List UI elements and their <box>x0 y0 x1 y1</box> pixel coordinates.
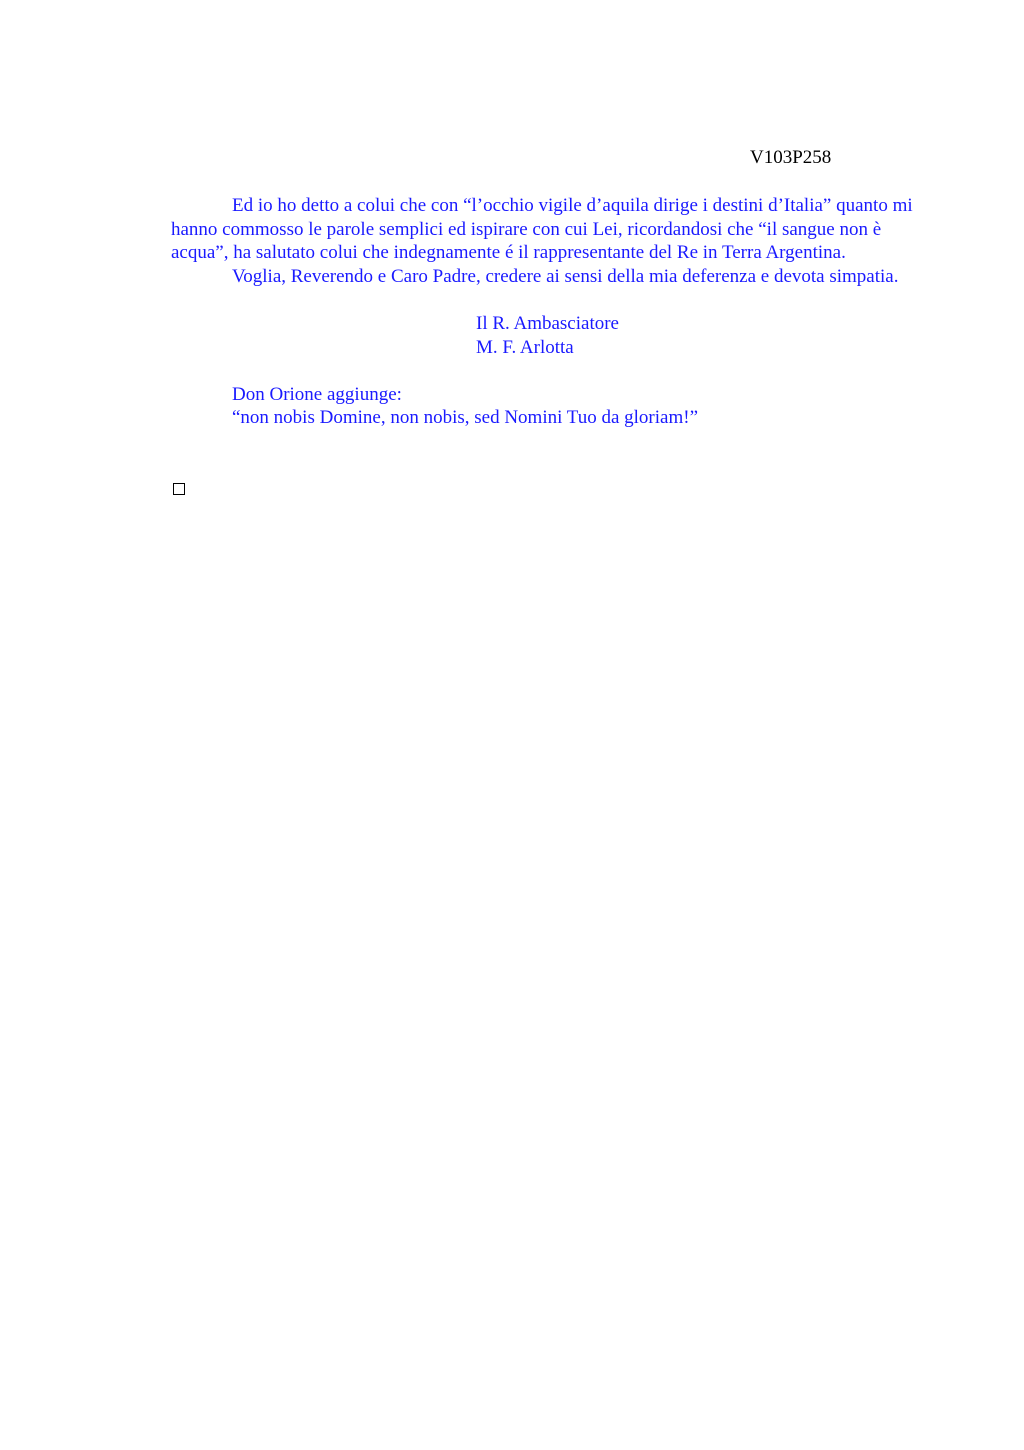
signature-name: M. F. Arlotta <box>476 336 574 358</box>
addendum-intro: Don Orione aggiunge: <box>232 383 402 405</box>
spacer <box>171 359 931 383</box>
page-reference: V103P258 <box>750 147 832 168</box>
addendum-quote: “non nobis Domine, non nobis, sed Nomini Tuo da gloriam!” <box>232 407 699 429</box>
letter-paragraph-2: Voglia, Reverendo e Caro Padre, credere ai sensi della mia deferenza e devota simpatia. <box>232 265 899 287</box>
letter-paragraph-1: Ed io ho detto a colui che con “l’occhio vigile d’aquila dirige i destini d’Italia” quanto mi hanno commosso le parole semplici ed ispirare con cui Lei, ricordandosi che “il sangue non è acqua”, ha salutato colui che indegnamente é il rappresentante del Re in Terra Argentina. <box>171 195 913 264</box>
signature-title: Il R. Ambasciatore <box>476 312 619 334</box>
checkbox-glyph-icon <box>173 483 185 495</box>
letter-body <box>171 194 931 430</box>
spacer <box>171 288 931 312</box>
